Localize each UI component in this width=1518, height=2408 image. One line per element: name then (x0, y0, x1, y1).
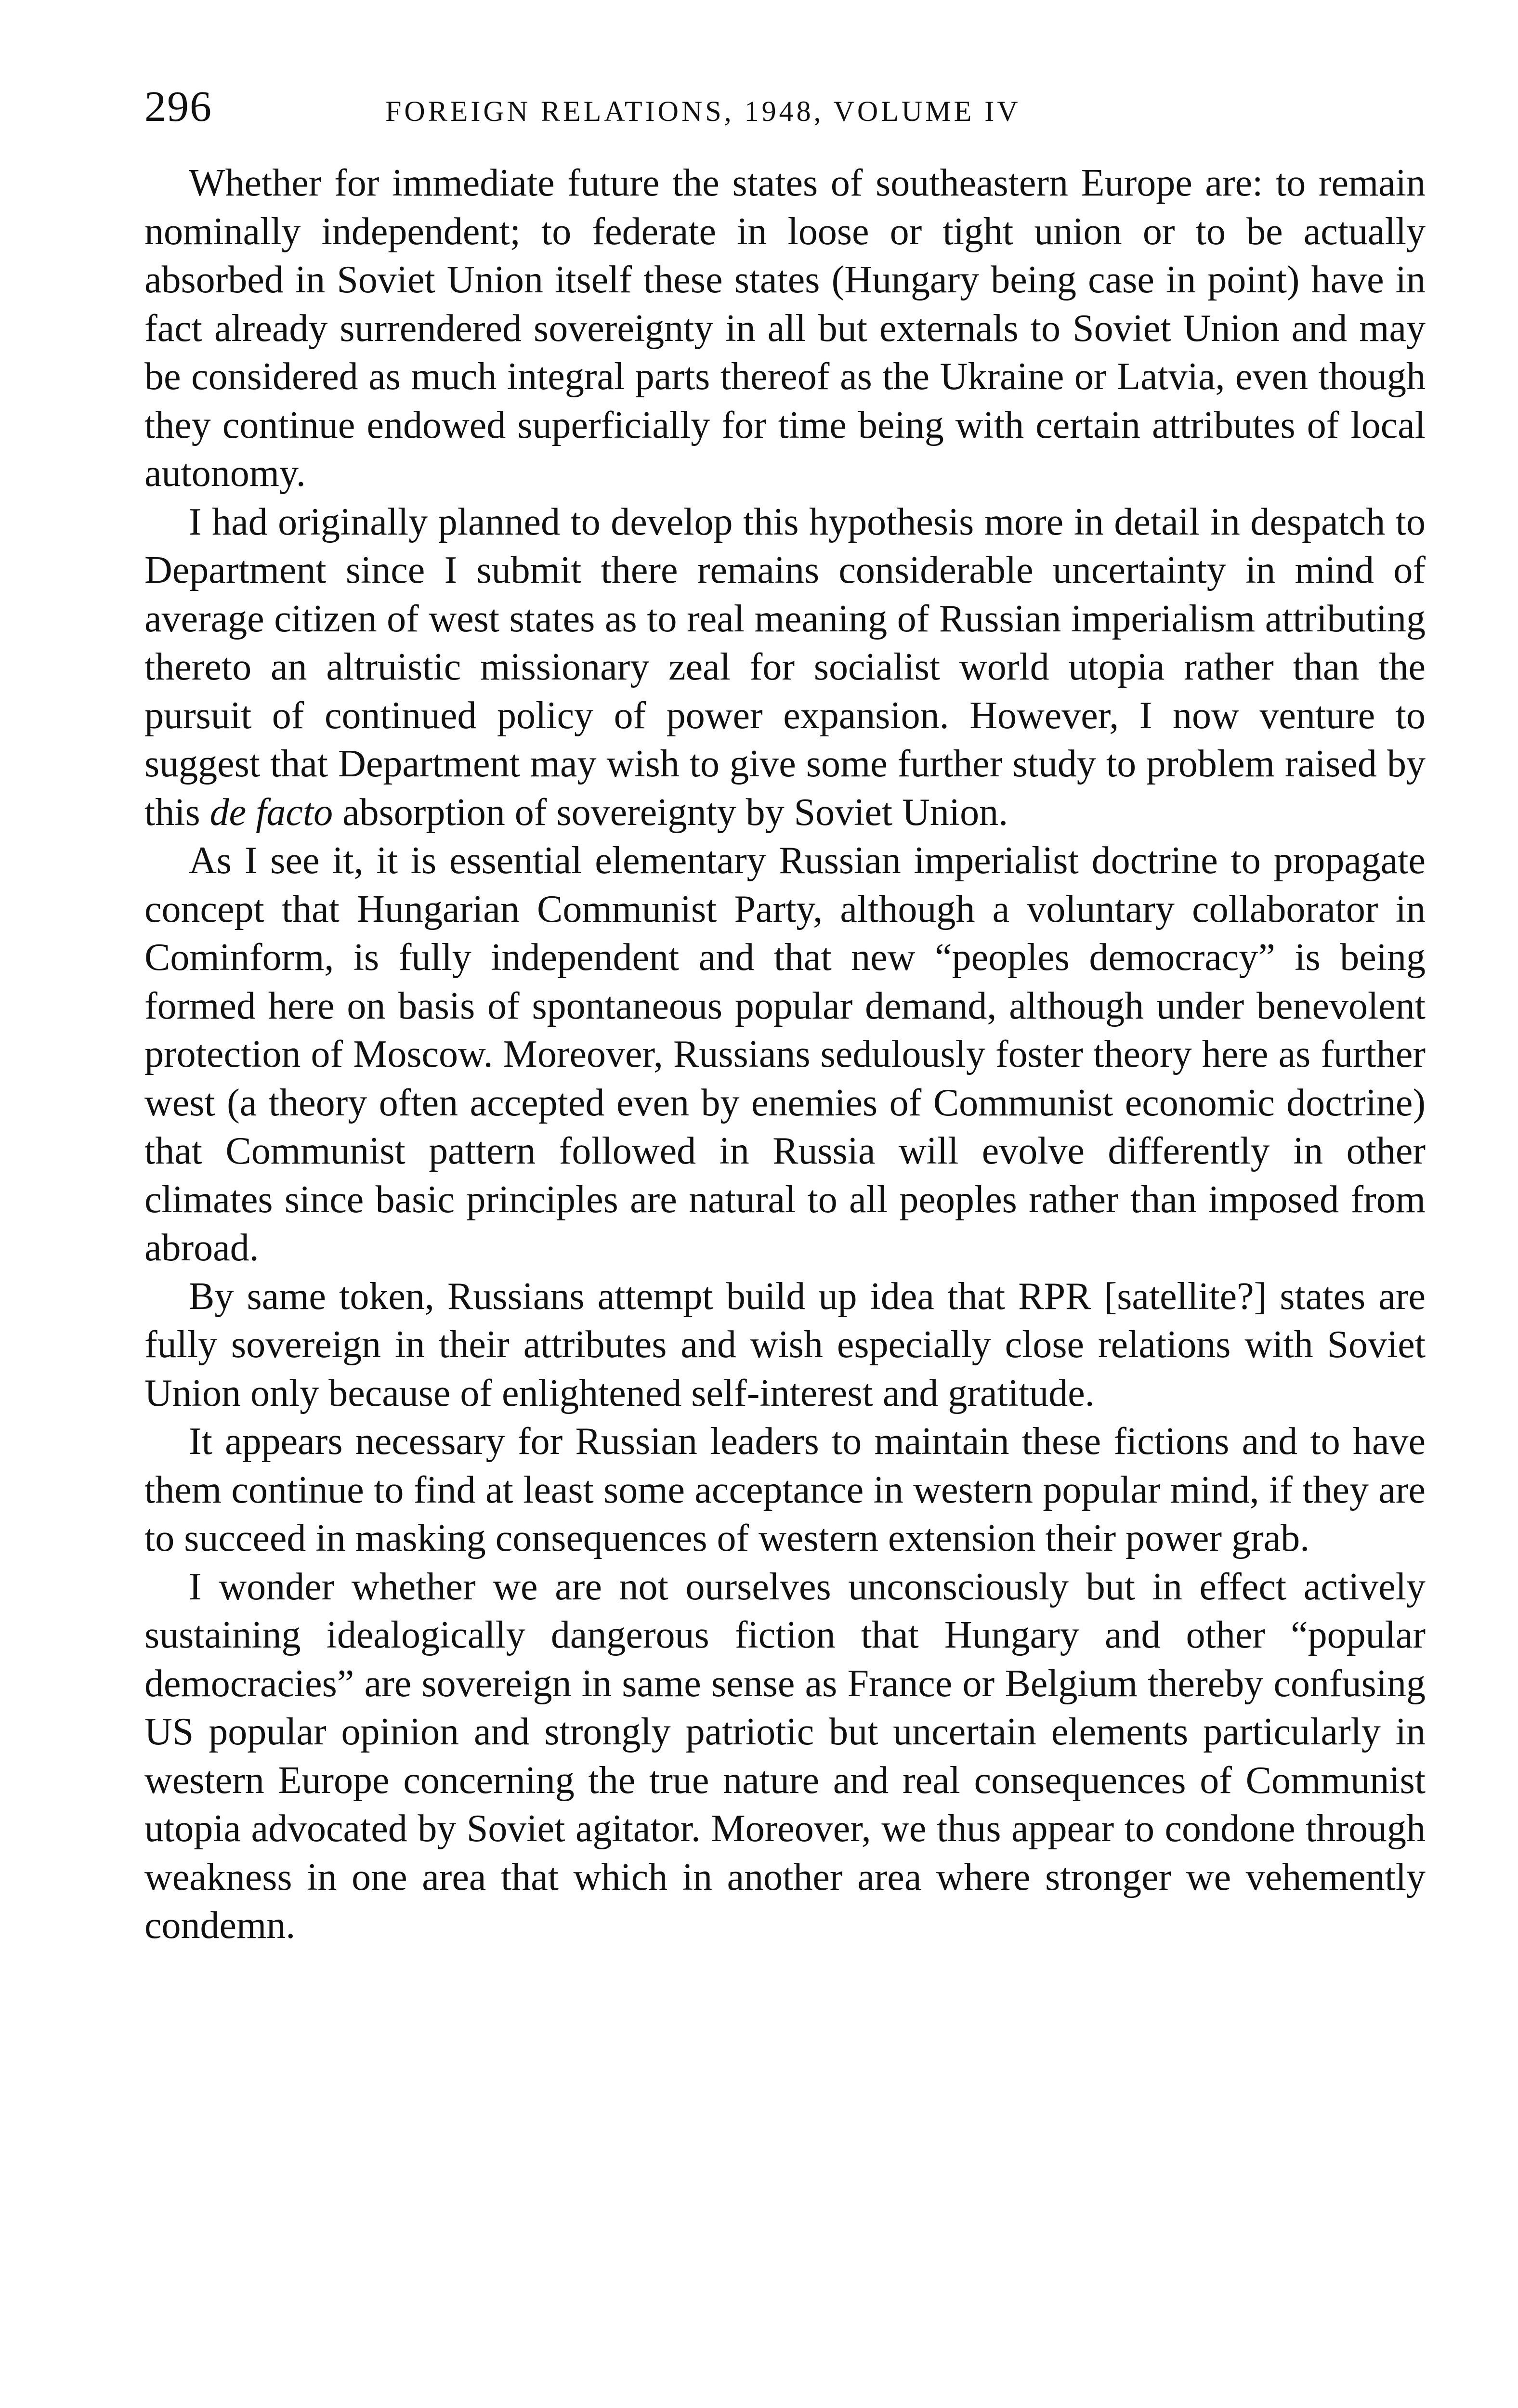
page-number: 296 (144, 83, 212, 131)
running-head: FOREIGN RELATIONS, 1948, VOLUME IV (385, 95, 1021, 127)
paragraph (144, 498, 1426, 837)
paragraph-text: I had originally planned to develop this hypothesis more in detail in despatch to Department since I submit there remains considerable uncertainty in mind of average citizen of west states as to real meaning of Russian imperialism attributing thereto an altruistic missionary zeal for socialist world utopia rather than the pursuit of continued policy of power expansion. However, I now venture to suggest that Department may wish to give some further study to problem raised by this (144, 500, 1426, 834)
paragraph: As I see it, it is essential elementary Russian imperialist doctrine to propagate concept that Hungarian Communist Party, although a voluntary collaborator in Cominform, is fully independent and that new “peoples democracy” is being formed here on basis of spontaneous popular demand, although under benevolent protection of Moscow. Moreover, Russians sedulously foster theory here as further west (a theory often accepted even by enemies of Communist economic doctrine) that Communist pattern followed in Russia will evolve differently in other climates since basic principles are natural to all peoples rather than imposed from abroad. (144, 839, 1426, 1269)
body-text (144, 159, 1426, 1950)
italic-term: de facto (209, 791, 333, 834)
paragraph: By same token, Russians attempt build up idea that RPR [satellite?] states are fully sovereign in their attributes and wish especially close relations with Soviet Union only because of enlightened self-interest and gratitude. (144, 1275, 1426, 1414)
paragraph: It appears necessary for Russian leaders to maintain these fictions and to have them continue to find at least some acceptance in western popular mind, if they are to succeed in masking consequences of western extension their power grab. (144, 1420, 1426, 1559)
paragraph: Whether for immediate future the states of southeastern Europe are: to remain nominally independent; to federate in loose or tight union or to be actually absorbed in Soviet Union itself these states (Hungary being case in point) have in fact already surrendered sovereignty in all but externals to Soviet Union and may be considered as much integral parts thereof as the Ukraine or Latvia, even though they continue endowed superficially for time being with certain attributes of local autonomy. (144, 162, 1426, 495)
document-page (144, 82, 1426, 1950)
paragraph: I wonder whether we are not ourselves unconsciously but in effect actively sustaining idealogically dangerous fiction that Hungary and other “popular democracies” are sovereign in same sense as France or Belgium thereby confusing US popular opinion and strongly patriotic but uncertain elements particularly in western Europe concerning the true nature and real consequences of Communist utopia advocated by Soviet agitator. Moreover, we thus appear to condone through weakness in one area that which in another area where stronger we vehemently condemn. (144, 1565, 1426, 1947)
page-header (144, 82, 1426, 140)
paragraph-text: absorption of sovereignty by Soviet Union. (342, 791, 1008, 834)
